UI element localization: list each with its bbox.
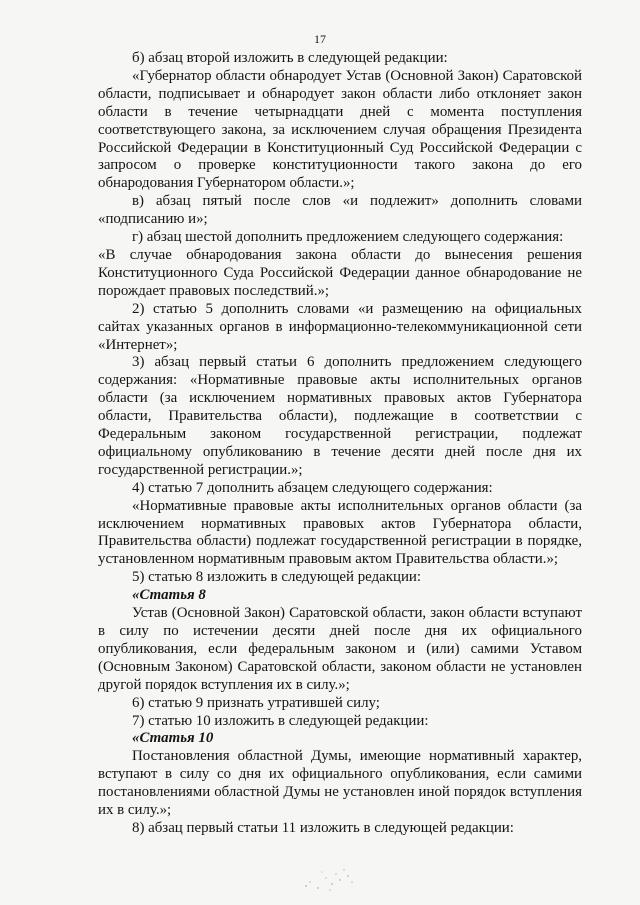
paragraph: 4) статью 7 дополнить абзацем следующего содержания: — [132, 479, 493, 496]
paragraph: «Губернатор области обнародует Устав (Основной Закон) Саратовской области, подписывает и обнародует закон области либо отклоняет закон области в течение четырнадцати дней с момента поступления соответствующего закона, за исключением случая обращения Президента Российской Федерации в Конституционный Суд Российской Федерации с запросом о проверке конституционности такого закона до его обнародования Губернатором области.»; — [98, 67, 582, 192]
paragraph: 5) статью 8 изложить в следующей редакции: — [132, 569, 422, 586]
paragraph: в) абзац пятый после слов «и подлежит» дополнить словами «подписанию и»; — [98, 193, 582, 228]
paragraph: 8) абзац первый статьи 11 изложить в следующей редакции: — [132, 819, 514, 836]
paragraph: Устав (Основной Закон) Саратовской области, закон области вступают в силу по истечении десяти дней после дня их официального опубликования, если федеральным законом и (или) самими Уставом (Основным Законом) Саратовской области, законом области не установлен другой порядок вступления их в силу.»; — [98, 605, 582, 693]
article-heading: «Статья 8 — [132, 587, 206, 604]
document-body — [98, 50, 582, 838]
page-number: 17 — [314, 32, 326, 46]
paragraph: «Нормативные правовые акты исполнительных органов области (за исключением нормативных правовых актов Губернатора области, Правительства области) подлежат государственной регистрации в порядке, установленном нормативным правовым актом Правительства области.»; — [98, 497, 582, 568]
paragraph: 7) статью 10 изложить в следующей редакции: — [132, 712, 429, 729]
paragraph: «В случае обнародования закона области до вынесения решения Конституционного Суда Российской Федерации данное обнародование не порождает правовых последствий.»; — [98, 246, 582, 299]
paragraph: 2) статью 5 дополнить словами «и размещению на официальных сайтах указанных органов в информационно-телекоммуникационной сети «Интернет»; — [98, 300, 582, 353]
paragraph: г) абзац шестой дополнить предложением следующего содержания: — [132, 229, 564, 246]
paragraph: 6) статью 9 признать утратившей силу; — [132, 694, 380, 711]
article-heading: «Статья 10 — [132, 730, 214, 747]
paragraph: б) абзац второй изложить в следующей редакции: — [132, 50, 448, 66]
paragraph: Постановления областной Думы, имеющие нормативный характер, вступают в силу со дня их официального опубликования, если самими постановлениями областной Думы не установлен иной порядок вступления их в силу.»; — [98, 748, 582, 819]
scan-noise-mark — [296, 858, 366, 898]
paragraph: 3) абзац первый статьи 6 дополнить предложением следующего содержания: «Нормативные правовые акты исполнительных органов области (за исключением нормативных правовых актов Губернатора области, Правительства области), подлежащие в соответствии с Федеральным законом государственной регистрации, подлежат официальному опубликованию в течение десяти дней после дня их государственной регистрации.»; — [98, 354, 582, 478]
